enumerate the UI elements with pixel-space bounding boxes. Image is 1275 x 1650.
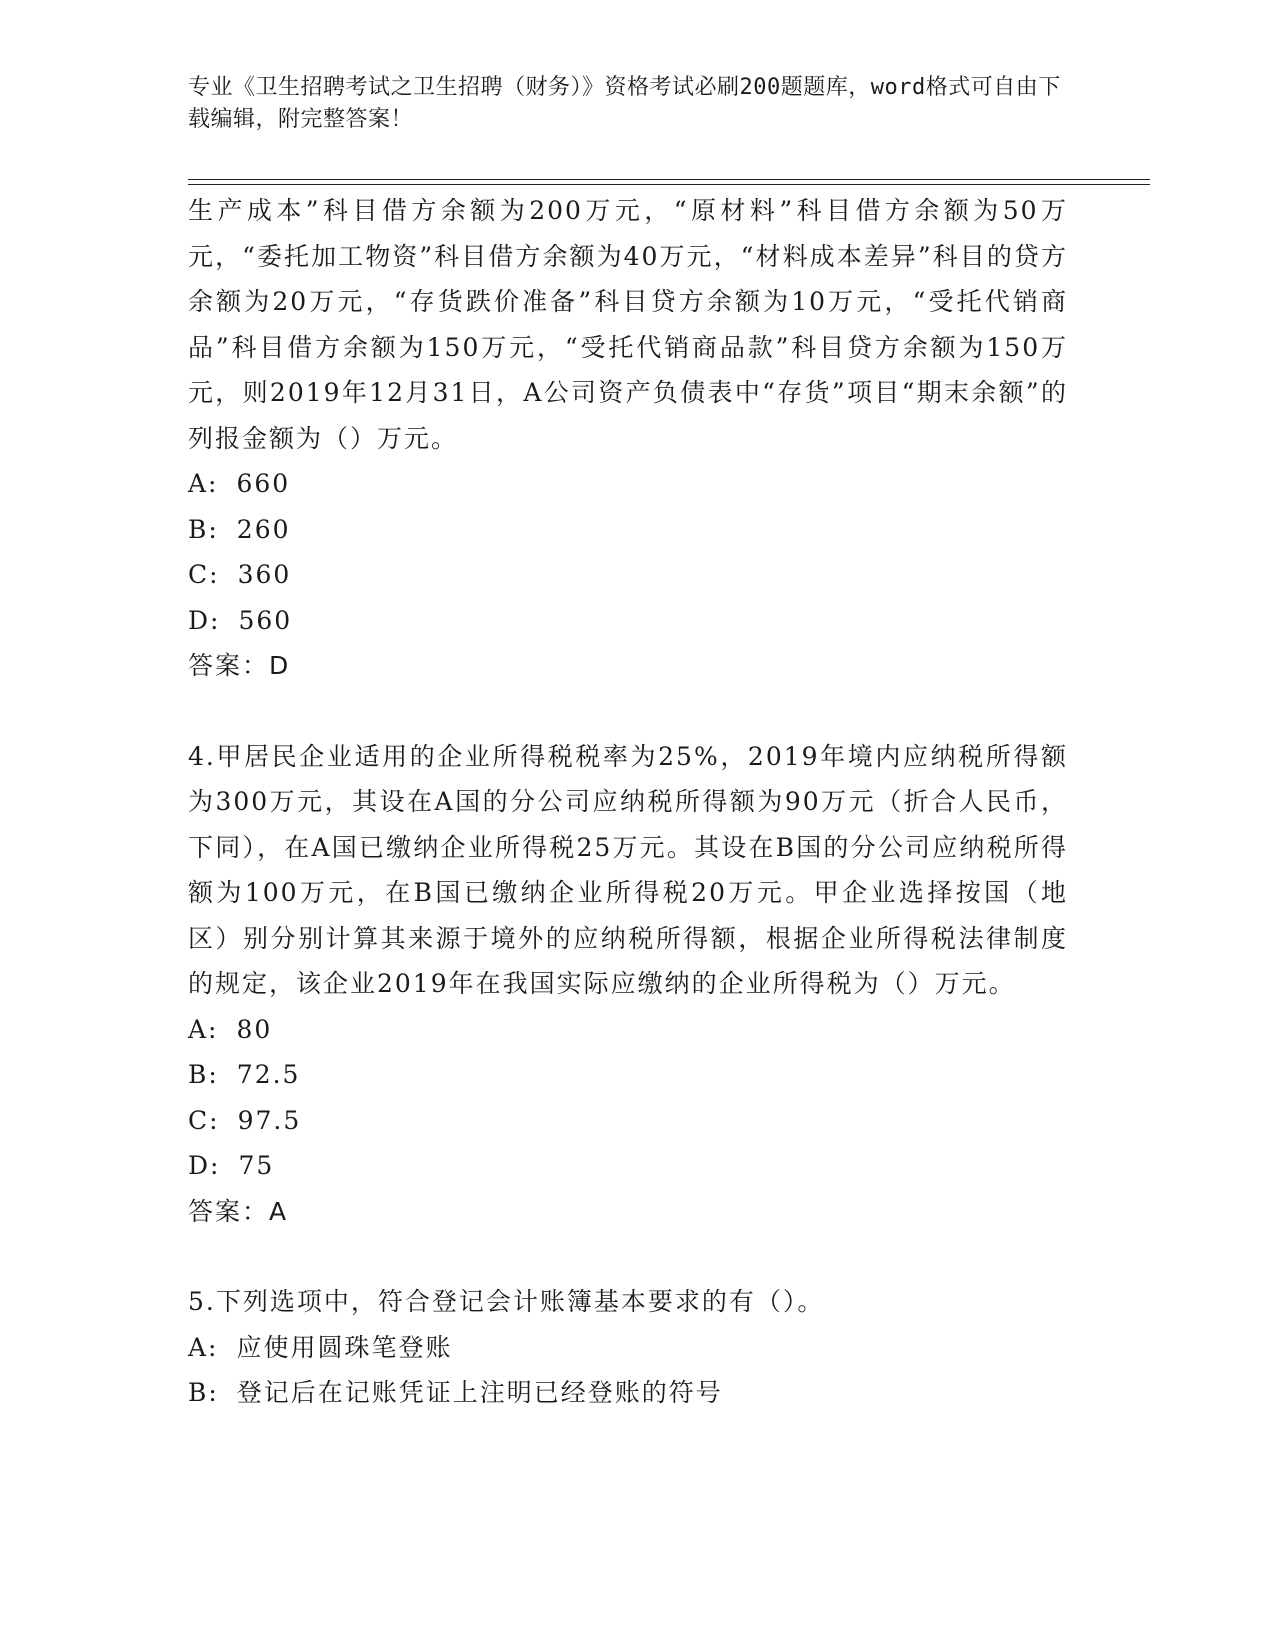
- question-stem: 4.甲居民企业适用的企业所得税税率为25%，2019年境内应纳税所得额为300万元，其设在A国的分公司应纳税所得额为90万元（折合人民币，下同），在A国已缴纳企业所得税25万元。其设在B国的分公司应纳税所得额为100万元，在B国已缴纳企业所得税20万元。甲企业选择按国（地区）别分别计算其来源于境外的应纳税所得额，根据企业所得税法律制度的规定，该企业2019年在我国实际应缴纳的企业所得税为（）万元。: [188, 741, 1068, 998]
- answer-line: 答案：A: [188, 1196, 289, 1226]
- option-a: [188, 1007, 1068, 1053]
- option-text: 560: [238, 605, 293, 635]
- option-c: [188, 1098, 1068, 1144]
- header-title: 专业《卫生招聘考试之卫生招聘（财务）》资格考试必刷200题题库，word格式可自由下载编辑，附完整答案！: [188, 75, 1061, 132]
- option-text: 260: [236, 514, 291, 544]
- option-label: C:: [188, 560, 220, 589]
- option-label: A:: [188, 469, 219, 498]
- question-stem: 5.下列选项中，符合登记会计账簿基本要求的有（）。: [188, 1287, 825, 1316]
- answer-line: 答案：D: [188, 651, 291, 680]
- option-b: [188, 1052, 1068, 1098]
- spacer: [188, 689, 1068, 734]
- option-text: 360: [237, 560, 292, 589]
- question-block: [188, 1279, 1068, 1416]
- option-b: [188, 1370, 1068, 1416]
- option-label: C:: [188, 1105, 220, 1135]
- header-divider-top: [188, 179, 1150, 180]
- option-b: [188, 507, 1068, 553]
- option-c: [188, 552, 1068, 598]
- spacer: [188, 1234, 1068, 1279]
- option-label: A:: [188, 1014, 219, 1044]
- option-a: [188, 1325, 1068, 1371]
- option-label: A:: [188, 1332, 219, 1362]
- option-a: [188, 461, 1068, 507]
- question-block: [188, 188, 1068, 689]
- option-d: [188, 1143, 1068, 1189]
- question-block: [188, 734, 1068, 1235]
- option-text: 80: [236, 1014, 273, 1044]
- option-label: D:: [188, 605, 221, 635]
- document-header: [188, 72, 1068, 136]
- question-stem: 生产成本”科目借方余额为200万元，“原材料”科目借方余额为50万元，“委托加工物资”科目借方余额为40万元，“材料成本差异”科目的贷方余额为20万元，“存货跌价准备”科目贷方余额为10万元，“受托代销商品”科目借方余额为150万元，“受托代销商品款”科目贷方余额为150万元，则2019年12月31日，A公司资产负债表中“存货”项目“期末余额”的列报金额为（）万元。: [188, 196, 1068, 453]
- option-text: 660: [236, 469, 291, 498]
- option-text: 97.5: [237, 1105, 302, 1135]
- option-text: 75: [238, 1151, 275, 1180]
- option-text: 应使用圆珠笔登账: [236, 1332, 453, 1362]
- option-label: B:: [188, 514, 219, 544]
- option-label: B:: [188, 1378, 219, 1407]
- document-body: [188, 188, 1068, 1416]
- option-label: B:: [188, 1060, 219, 1089]
- option-d: [188, 598, 1068, 644]
- option-text: 登记后在记账凭证上注明已经登账的符号: [236, 1378, 723, 1407]
- header-divider-bottom: [188, 184, 1150, 185]
- option-text: 72.5: [236, 1060, 301, 1089]
- option-label: D:: [188, 1151, 221, 1180]
